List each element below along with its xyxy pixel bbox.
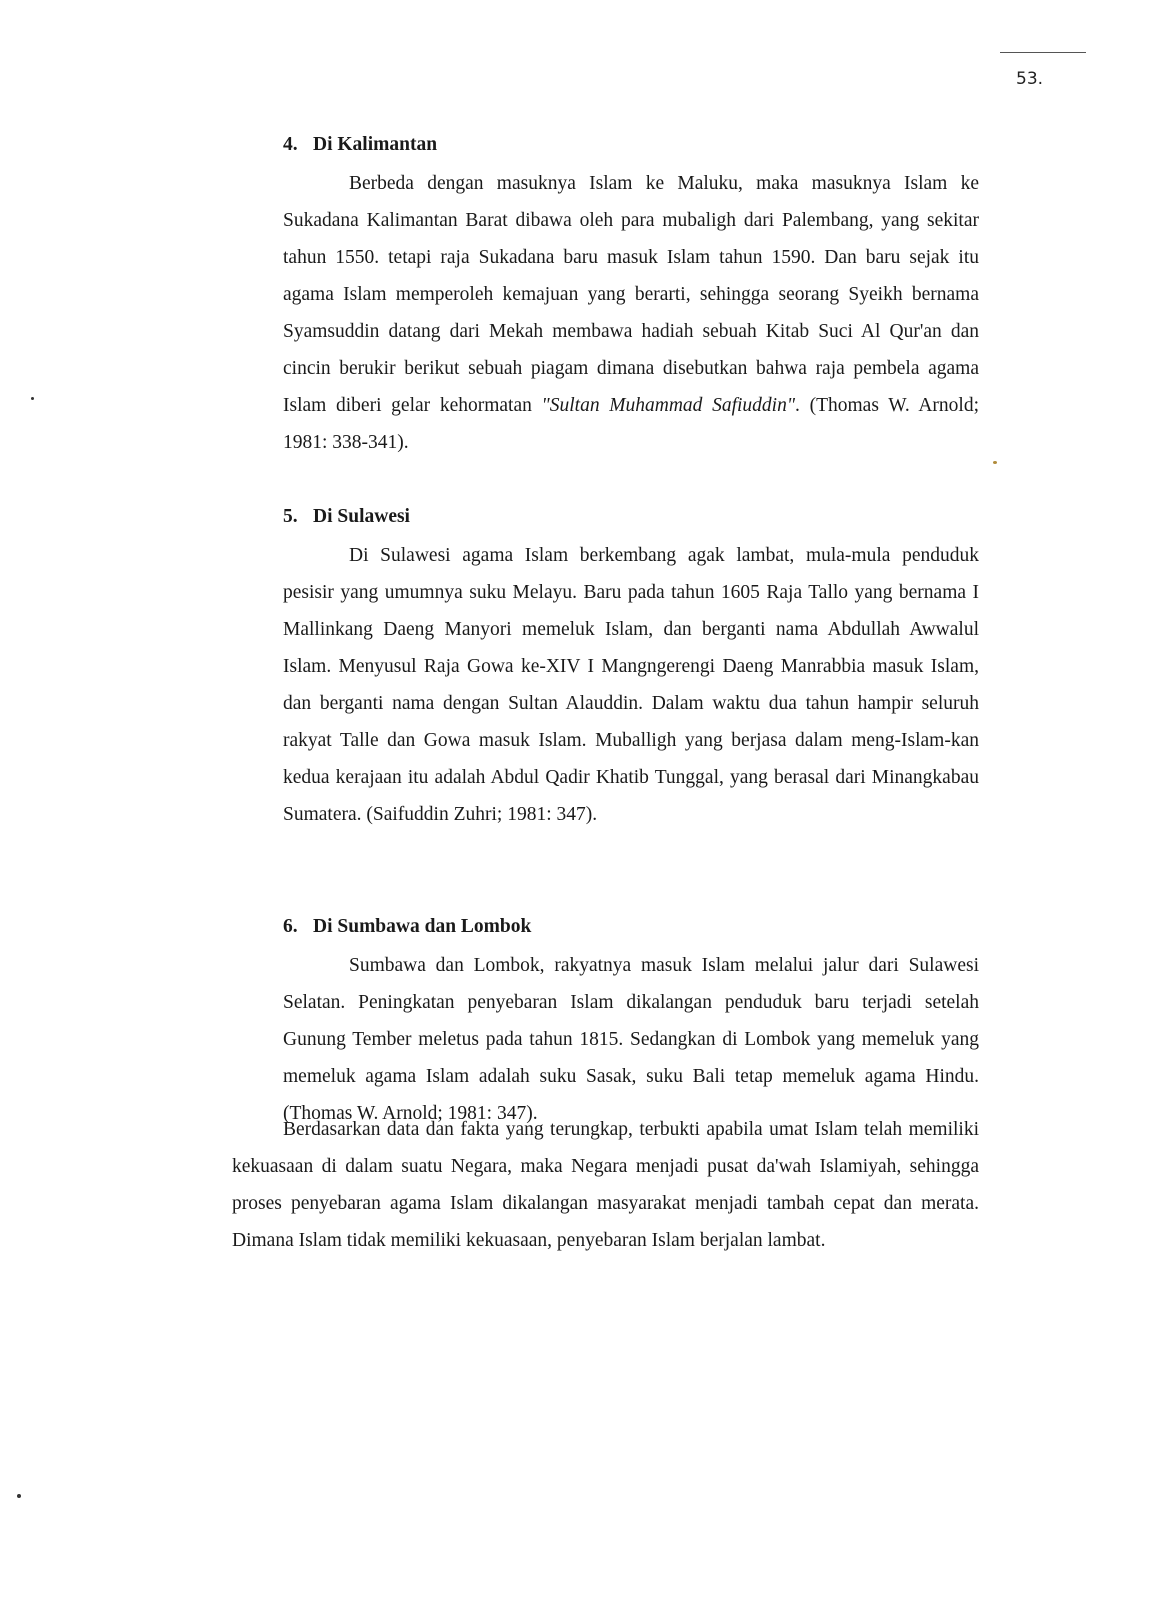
section-heading xyxy=(283,130,979,160)
section-title: Di Sulawesi xyxy=(313,506,410,527)
section-heading xyxy=(283,912,979,942)
header-rule xyxy=(1000,52,1086,53)
section-sumbawa-lombok xyxy=(283,912,979,1132)
section-number: 6. xyxy=(283,916,298,937)
section-body: Sumbawa dan Lombok, rakyatnya masuk Islam melalui jalur dari Sulawesi Selatan. Peningkatan penyebaran Islam dikalangan penduduk baru terjadi setelah Gunung Tember meletus pada tahun 1815. Sedangkan di Lombok yang memeluk yang memeluk agama Islam adalah suku Sasak, suku Bali tetap memeluk agama Hindu. (Thomas W. Arnold; 1981: 347). xyxy=(283,955,979,1124)
section-number: 4. xyxy=(283,134,298,155)
scan-speck xyxy=(17,1494,21,1498)
section-heading xyxy=(283,502,979,532)
section-number: 5. xyxy=(283,506,298,527)
section-title: Di Kalimantan xyxy=(313,134,438,155)
scan-speck xyxy=(31,397,34,400)
page-number: 53. xyxy=(1016,69,1044,89)
section-sulawesi xyxy=(283,502,979,833)
section-body: Di Sulawesi agama Islam berkembang agak lambat, mula-mula penduduk pesisir yang umumnya suku Melayu. Baru pada tahun 1605 Raja Tallo yang bernama I Mallinkang Daeng Manyori memeluk Islam, dan berganti nama Abdullah Awwalul Islam. Menyusul Raja Gowa ke-XIV I Mangngerengi Daeng Manrabbia masuk Islam, dan berganti nama dengan Sultan Alauddin. Dalam waktu dua tahun hampir seluruh rakyat Talle dan Gowa masuk Islam. Muballigh yang berjasa dalam meng-Islam-kan kedua kerajaan itu adalah Abdul Qadir Khatib Tunggal, yang berasal dari Minangkabau Sumatera. (Saifuddin Zuhri; 1981: 347). xyxy=(283,545,979,825)
scan-speck xyxy=(993,461,997,464)
honorific-title: "Sultan Muhammad Safiuddin" xyxy=(541,395,796,416)
body-text: Berbeda dengan masuknya Islam ke Maluku, maka masuknya Islam ke Sukadana Kalimantan Barat dibawa oleh para mubaligh dari Palembang, yang sekitar tahun 1550. tetapi raja Sukadana baru masuk Islam tahun 1590. Dan baru sejak itu agama Islam memperoleh kemajuan yang berarti, sehingga seorang Syeikh bernama Syamsuddin datang dari Mekah membawa hadiah sebuah Kitab Suci Al Qur'an dan cincin berukir berikut sebuah piagam dimana disebutkan bahwa raja pembela agama Islam diberi gelar kehormatan xyxy=(283,173,979,416)
section-body xyxy=(283,165,979,461)
citation: . (Thomas W. Arnold; 1981: 338-341). xyxy=(283,395,980,453)
section-kalimantan xyxy=(283,130,979,461)
section-title: Di Sumbawa dan Lombok xyxy=(313,916,532,937)
closing-paragraph: Berdasarkan data dan fakta yang terungkap, terbukti apabila umat Islam telah memiliki kekuasaan di dalam suatu Negara, maka Negara menjadi pusat da'wah Islamiyah, sehingga proses penyebaran agama Islam dikalangan masyarakat menjadi tambah cepat dan merata. Dimana Islam tidak memiliki kekuasaan, penyebaran Islam berjalan lambat. xyxy=(232,1119,979,1251)
